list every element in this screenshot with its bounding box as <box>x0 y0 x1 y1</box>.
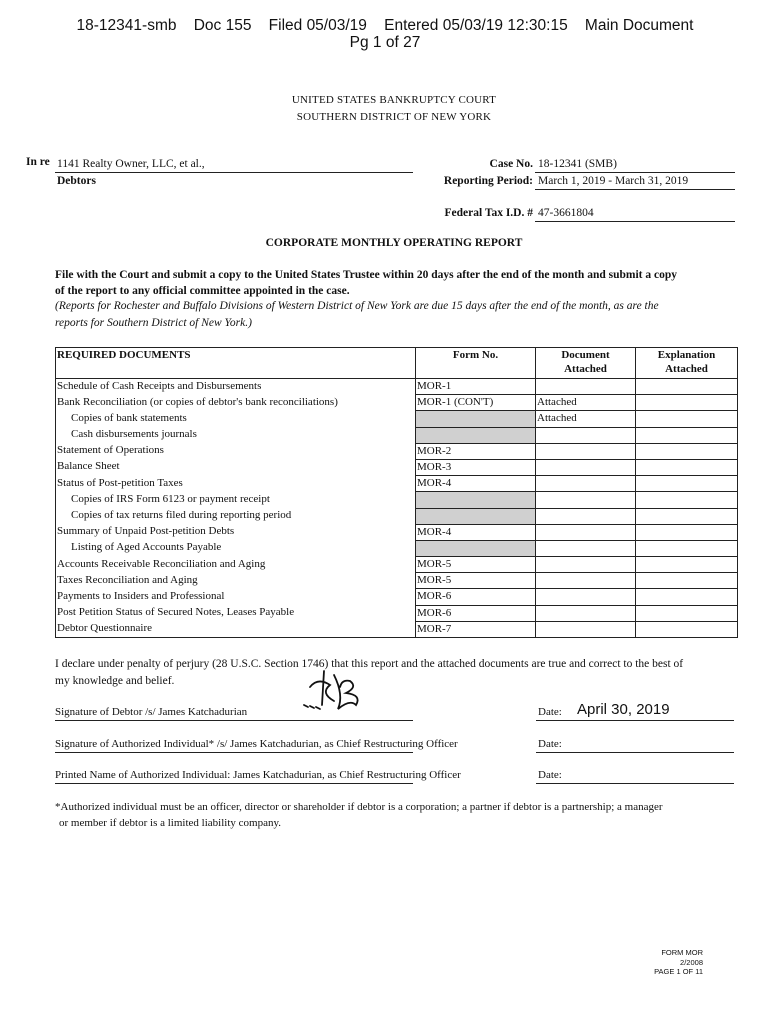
document-name-cell: Balance Sheet <box>56 459 416 475</box>
table-row <box>56 476 738 492</box>
document-name-cell: Bank Reconciliation (or copies of debtor's bank reconciliations) <box>56 395 416 411</box>
form-number-cell <box>416 492 536 508</box>
instructions-line-3: (Reports for Rochester and Buffalo Divisions of Western District of New York are due 15 days after the end of the month, as are the <box>55 300 659 312</box>
table-row <box>56 443 738 459</box>
form-number-cell: MOR-5 <box>416 557 536 573</box>
court-district: SOUTHERN DISTRICT OF NEW YORK <box>296 111 492 123</box>
explanation-attached-cell <box>636 476 738 492</box>
table-row <box>56 492 738 508</box>
document-name-cell: Listing of Aged Accounts Payable <box>56 540 416 556</box>
explanation-attached-cell <box>636 573 738 589</box>
debtor-underline <box>55 172 413 173</box>
case-no-label: Case No. <box>489 158 533 170</box>
document-name-cell: Copies of bank statements <box>56 411 416 427</box>
authorized-signature-line <box>55 752 413 753</box>
printed-date-line <box>536 783 734 784</box>
form-footer <box>600 948 703 977</box>
form-footer-date: 2/2008 <box>680 957 703 967</box>
document-attached-cell <box>536 508 636 524</box>
document-name-cell: Copies of IRS Form 6123 or payment receipt <box>56 492 416 508</box>
debtor-signature-line <box>55 720 413 721</box>
form-number-cell <box>416 508 536 524</box>
handwritten-signature <box>300 665 368 717</box>
explanation-attached-cell <box>636 395 738 411</box>
explanation-attached-cell <box>636 540 738 556</box>
tax-id-label: Federal Tax I.D. # <box>444 207 533 219</box>
debtors-label: Debtors <box>57 175 96 187</box>
table-row <box>56 459 738 475</box>
form-number-cell: MOR-4 <box>416 524 536 540</box>
document-name-cell: Post Petition Status of Secured Notes, Leases Payable <box>56 605 416 621</box>
explanation-attached-cell <box>636 589 738 605</box>
table-row <box>56 395 738 411</box>
table-header-row <box>56 348 738 379</box>
table-row <box>56 508 738 524</box>
form-number-cell: MOR-6 <box>416 589 536 605</box>
form-number-cell: MOR-1 <box>416 379 536 395</box>
tax-id-underline <box>535 221 735 222</box>
form-number-cell: MOR-7 <box>416 621 536 637</box>
footnote-line-2: or member if debtor is a limited liability company. <box>59 817 281 829</box>
debtor-signature-label: Signature of Debtor /s/ James Katchadurian <box>55 706 248 718</box>
case-no-underline <box>535 172 735 173</box>
table-row <box>56 379 738 395</box>
explanation-attached-cell <box>636 557 738 573</box>
authorized-date-line <box>536 752 734 753</box>
explanation-attached-cell <box>636 508 738 524</box>
form-footer-name: FORM MOR <box>661 948 703 957</box>
declaration-line-1: I declare under penalty of perjury (28 U.S.C. Section 1746) that this report and the attached documents are true and correct to the best of <box>55 658 684 670</box>
document-name-cell: Schedule of Cash Receipts and Disbursements <box>56 379 416 395</box>
col-header-explanation-line2: Attached <box>665 363 708 375</box>
explanation-attached-cell <box>636 379 738 395</box>
form-number-cell <box>416 411 536 427</box>
document-attached-cell <box>536 573 636 589</box>
document-attached-cell: Attached <box>536 411 636 427</box>
document-name-cell: Accounts Receivable Reconciliation and Aging <box>56 557 416 573</box>
explanation-attached-cell <box>636 621 738 637</box>
document-attached-cell <box>536 557 636 573</box>
explanation-attached-cell <box>636 524 738 540</box>
table-row <box>56 540 738 556</box>
table-row <box>56 557 738 573</box>
explanation-attached-cell <box>636 443 738 459</box>
form-number-cell: MOR-5 <box>416 573 536 589</box>
col-header-explanation-attached <box>636 348 738 379</box>
table-row <box>56 589 738 605</box>
document-attached-cell <box>536 540 636 556</box>
document-attached-cell <box>536 459 636 475</box>
filing-stamp-line: 18-12341-smb Doc 155 Filed 05/03/19 Entered 05/03/19 12:30:15 Main Document <box>76 17 694 34</box>
footnote-line-1: *Authorized individual must be an officer, director or shareholder if debtor is a corporation; a partner if debtor is a partnership; a manager <box>55 801 663 813</box>
document-name-cell: Copies of tax returns filed during reporting period <box>56 508 416 524</box>
required-documents-table <box>55 347 738 638</box>
document-attached-cell <box>536 524 636 540</box>
document-attached-cell <box>536 476 636 492</box>
document-name-cell: Status of Post-petition Taxes <box>56 476 416 492</box>
table-row <box>56 621 738 637</box>
table-row <box>56 605 738 621</box>
col-header-explanation-line1: Explanation <box>657 349 716 361</box>
form-number-cell: MOR-3 <box>416 459 536 475</box>
document-name-cell: Debtor Questionnaire <box>56 621 416 637</box>
debtor-date-line <box>536 720 734 721</box>
explanation-attached-cell <box>636 605 738 621</box>
explanation-attached-cell <box>636 459 738 475</box>
reporting-period-label: Reporting Period: <box>443 175 533 187</box>
document-attached-cell <box>536 589 636 605</box>
document-attached-cell <box>536 427 636 443</box>
document-attached-cell <box>536 443 636 459</box>
explanation-attached-cell <box>636 492 738 508</box>
document-name-cell: Summary of Unpaid Post-petition Debts <box>56 524 416 540</box>
authorized-date-label: Date: <box>538 738 562 750</box>
printed-name-label: Printed Name of Authorized Individual: James Katchadurian, as Chief Restructuring Officer <box>55 769 461 781</box>
report-title: CORPORATE MONTHLY OPERATING REPORT <box>265 237 523 249</box>
explanation-attached-cell <box>636 427 738 443</box>
document-attached-cell <box>536 379 636 395</box>
document-name-cell: Cash disbursements journals <box>56 427 416 443</box>
debtor-signature-date: April 30, 2019 <box>577 701 670 718</box>
form-number-cell: MOR-6 <box>416 605 536 621</box>
case-number: 18-12341 (SMB) <box>538 158 617 170</box>
tax-id: 47-3661804 <box>538 207 594 219</box>
form-number-cell: MOR-4 <box>416 476 536 492</box>
instructions-line-1: File with the Court and submit a copy to the United States Trustee within 20 days after the end of the month and submit a copy <box>55 269 677 281</box>
form-number-cell <box>416 427 536 443</box>
declaration-line-2: my knowledge and belief. <box>55 675 175 687</box>
table-row <box>56 411 738 427</box>
form-number-cell: MOR-2 <box>416 443 536 459</box>
document-attached-cell: Attached <box>536 395 636 411</box>
table-row <box>56 573 738 589</box>
page-count: Pg 1 of 27 <box>349 34 421 51</box>
form-number-cell <box>416 540 536 556</box>
instructions-line-4: reports for Southern District of New York.) <box>55 317 252 329</box>
document-attached-cell <box>536 605 636 621</box>
explanation-attached-cell <box>636 411 738 427</box>
col-header-document-attached-line1: Document <box>561 349 610 361</box>
instructions-line-2: of the report to any official committee appointed in the case. <box>55 285 350 297</box>
col-header-document-attached-line2: Attached <box>564 363 607 375</box>
form-number-cell: MOR-1 (CON'T) <box>416 395 536 411</box>
debtor-date-label: Date: <box>538 706 562 718</box>
table-row <box>56 427 738 443</box>
debtor-name: 1141 Realty Owner, LLC, et al., <box>57 158 205 170</box>
court-name: UNITED STATES BANKRUPTCY COURT <box>291 94 497 106</box>
printed-date-label: Date: <box>538 769 562 781</box>
reporting-period: March 1, 2019 - March 31, 2019 <box>538 175 689 187</box>
document-attached-cell <box>536 621 636 637</box>
col-header-form-no: Form No. <box>416 348 536 379</box>
printed-name-line <box>55 783 413 784</box>
authorized-signature-label: Signature of Authorized Individual* /s/ James Katchadurian, as Chief Restructuring Officer <box>55 738 458 750</box>
table-row <box>56 524 738 540</box>
document-attached-cell <box>536 492 636 508</box>
period-underline <box>535 189 735 190</box>
col-header-documents: REQUIRED DOCUMENTS <box>56 348 416 379</box>
document-name-cell: Statement of Operations <box>56 443 416 459</box>
form-footer-page: PAGE 1 OF 11 <box>654 967 703 976</box>
document-name-cell: Payments to Insiders and Professional <box>56 589 416 605</box>
document-name-cell: Taxes Reconciliation and Aging <box>56 573 416 589</box>
in-re-label: In re <box>26 156 50 168</box>
col-header-document-attached <box>536 348 636 379</box>
